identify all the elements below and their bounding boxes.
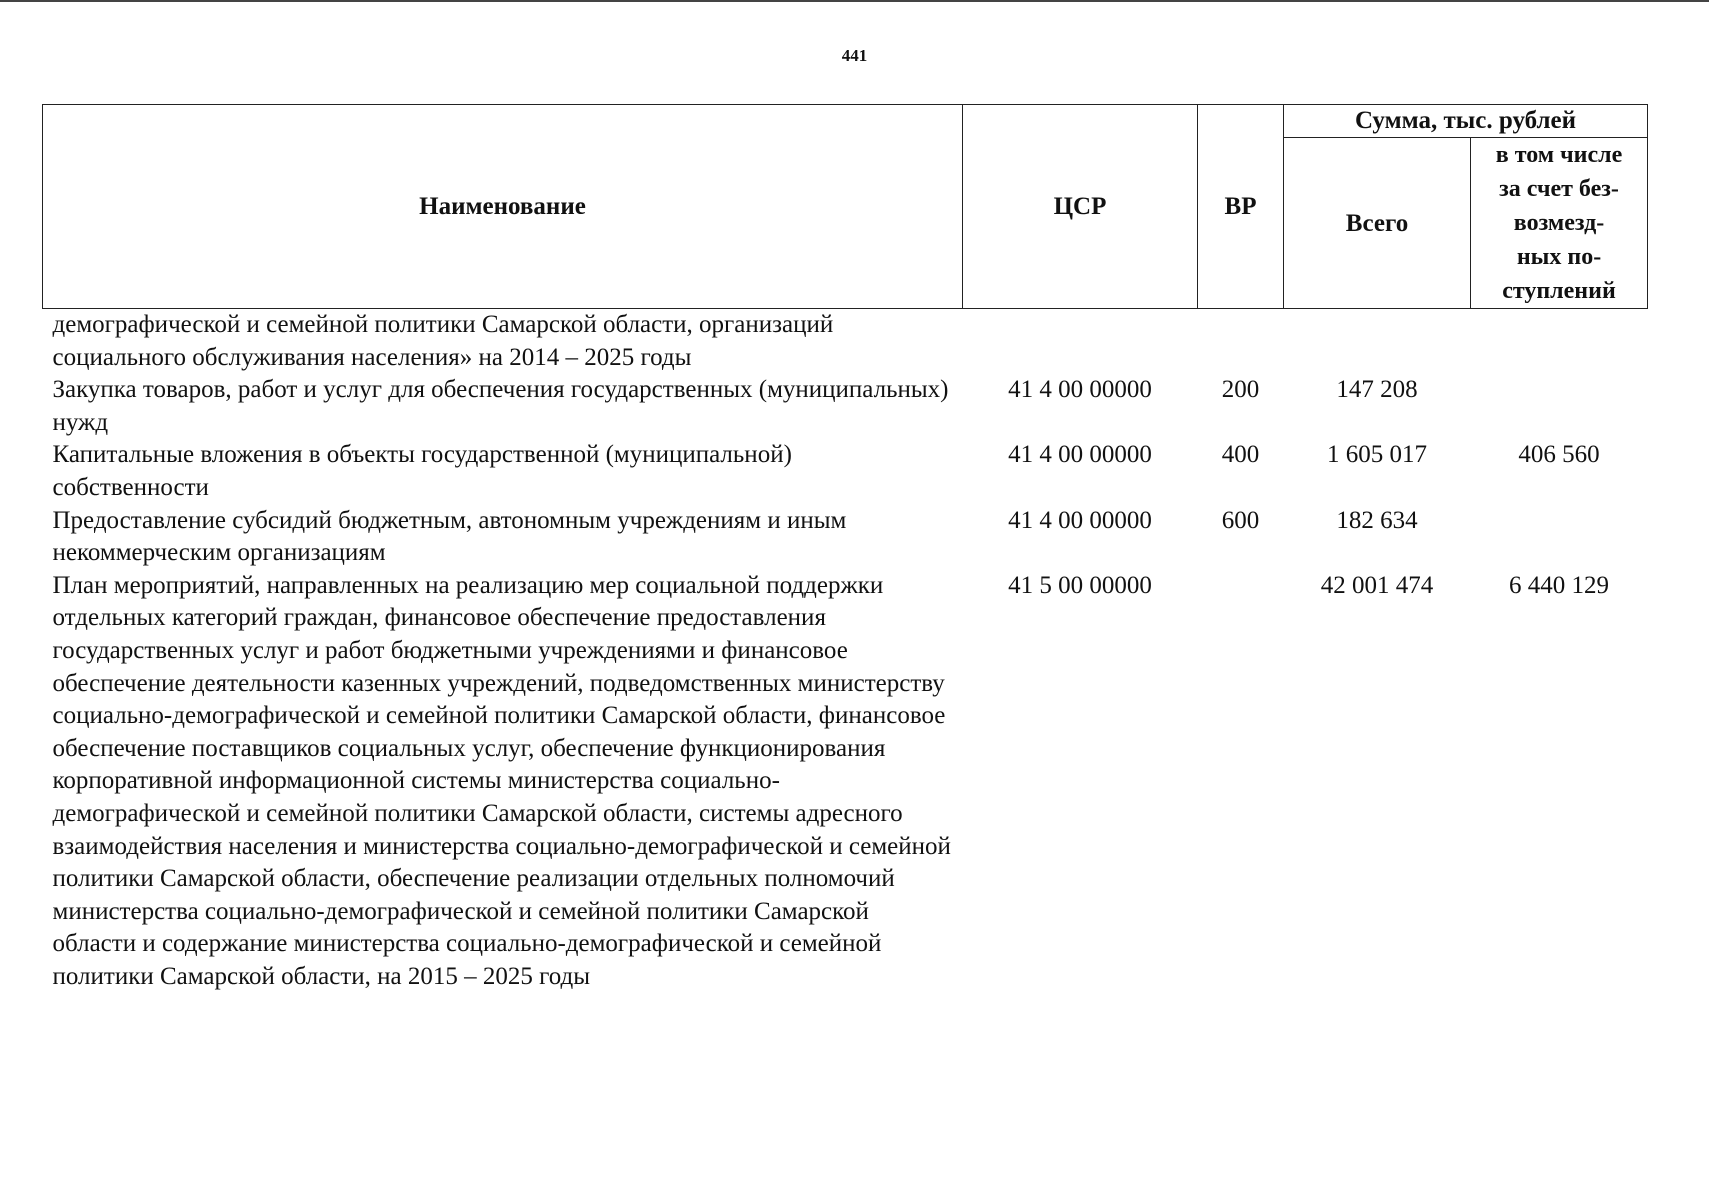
table-row: [43, 374, 1648, 439]
row-name: Закупка товаров, работ и услуг для обеспечения государственных (муниципальных) нужд: [52, 376, 949, 436]
table-header: [43, 105, 1648, 309]
header-sum: Сумма, тыс. рублей: [1284, 105, 1648, 138]
row-total: [1284, 309, 1471, 375]
header-free: в том числе за счет без- возмезд- ных по- ступлений: [1471, 138, 1648, 309]
row-total: 182 634: [1336, 506, 1418, 534]
budget-sheet: [42, 104, 1647, 993]
row-vr: 200: [1221, 376, 1260, 404]
row-vr: [1198, 309, 1284, 375]
row-free: [1471, 374, 1648, 439]
row-free: 406 560: [1518, 441, 1600, 469]
row-csr: 41 4 00 00000: [1008, 376, 1152, 404]
row-vr: 600: [1221, 506, 1260, 534]
row-csr: 41 4 00 00000: [1008, 441, 1152, 469]
row-csr: 41 5 00 00000: [1008, 571, 1152, 599]
row-total: 42 001 474: [1320, 571, 1434, 599]
row-name: План мероприятий, направленных на реализацию мер социальной поддержки отдельных категорий граждан, финансовое обеспечение предоставления государственных услуг и работ бюджетными учреждениями и финансовое обеспечение деятельности казенных учреждений, подведомственных министерству социально-демографической и семейной политики Самарской области, финансовое обеспечение поставщиков социальных услуг, обеспечение функционирования корпоративной информационной системы министерства социально-демографической и семейной политики Самарской области, системы адресного взаимодействия населения и министерства социально-демографической и семейной политики Самарской области, обеспечение реализации отдельных полномочий министерства социально-демографической и семейной политики Самарской области и содержание министерства социально-демографической и семейной политики Самарской области, на 2015 – 2025 годы: [52, 571, 951, 990]
row-total: 1 605 017: [1327, 441, 1427, 469]
row-total: 147 208: [1336, 376, 1418, 404]
row-csr: [963, 309, 1198, 375]
budget-table: [42, 104, 1648, 993]
table-row: [43, 439, 1648, 504]
row-csr: 41 4 00 00000: [1008, 506, 1152, 534]
row-free: [1471, 505, 1648, 570]
header-name: Наименование: [43, 105, 963, 309]
header-total: Всего: [1284, 138, 1471, 309]
row-free: [1471, 309, 1648, 375]
row-vr: [1198, 570, 1284, 994]
row-free: 6 440 129: [1509, 571, 1609, 599]
row-name: Капитальные вложения в объекты государственной (муниципальной) собственности: [52, 441, 792, 501]
table-body: [43, 309, 1648, 994]
header-csr: ЦСР: [963, 105, 1198, 309]
row-vr: 400: [1221, 441, 1260, 469]
header-vr: ВР: [1198, 105, 1284, 309]
row-name: демографической и семейной политики Самарской области, организаций социального обслуживания населения» на 2014 – 2025 годы: [52, 311, 834, 371]
row-name: Предоставление субсидий бюджетным, автономным учреждениям и иным некоммерческим организациям: [52, 506, 847, 567]
top-rule: [0, 0, 1709, 2]
table-row: [43, 309, 1648, 375]
table-row: [43, 505, 1648, 570]
table-row: [43, 570, 1648, 994]
page-number: 441: [841, 46, 868, 65]
